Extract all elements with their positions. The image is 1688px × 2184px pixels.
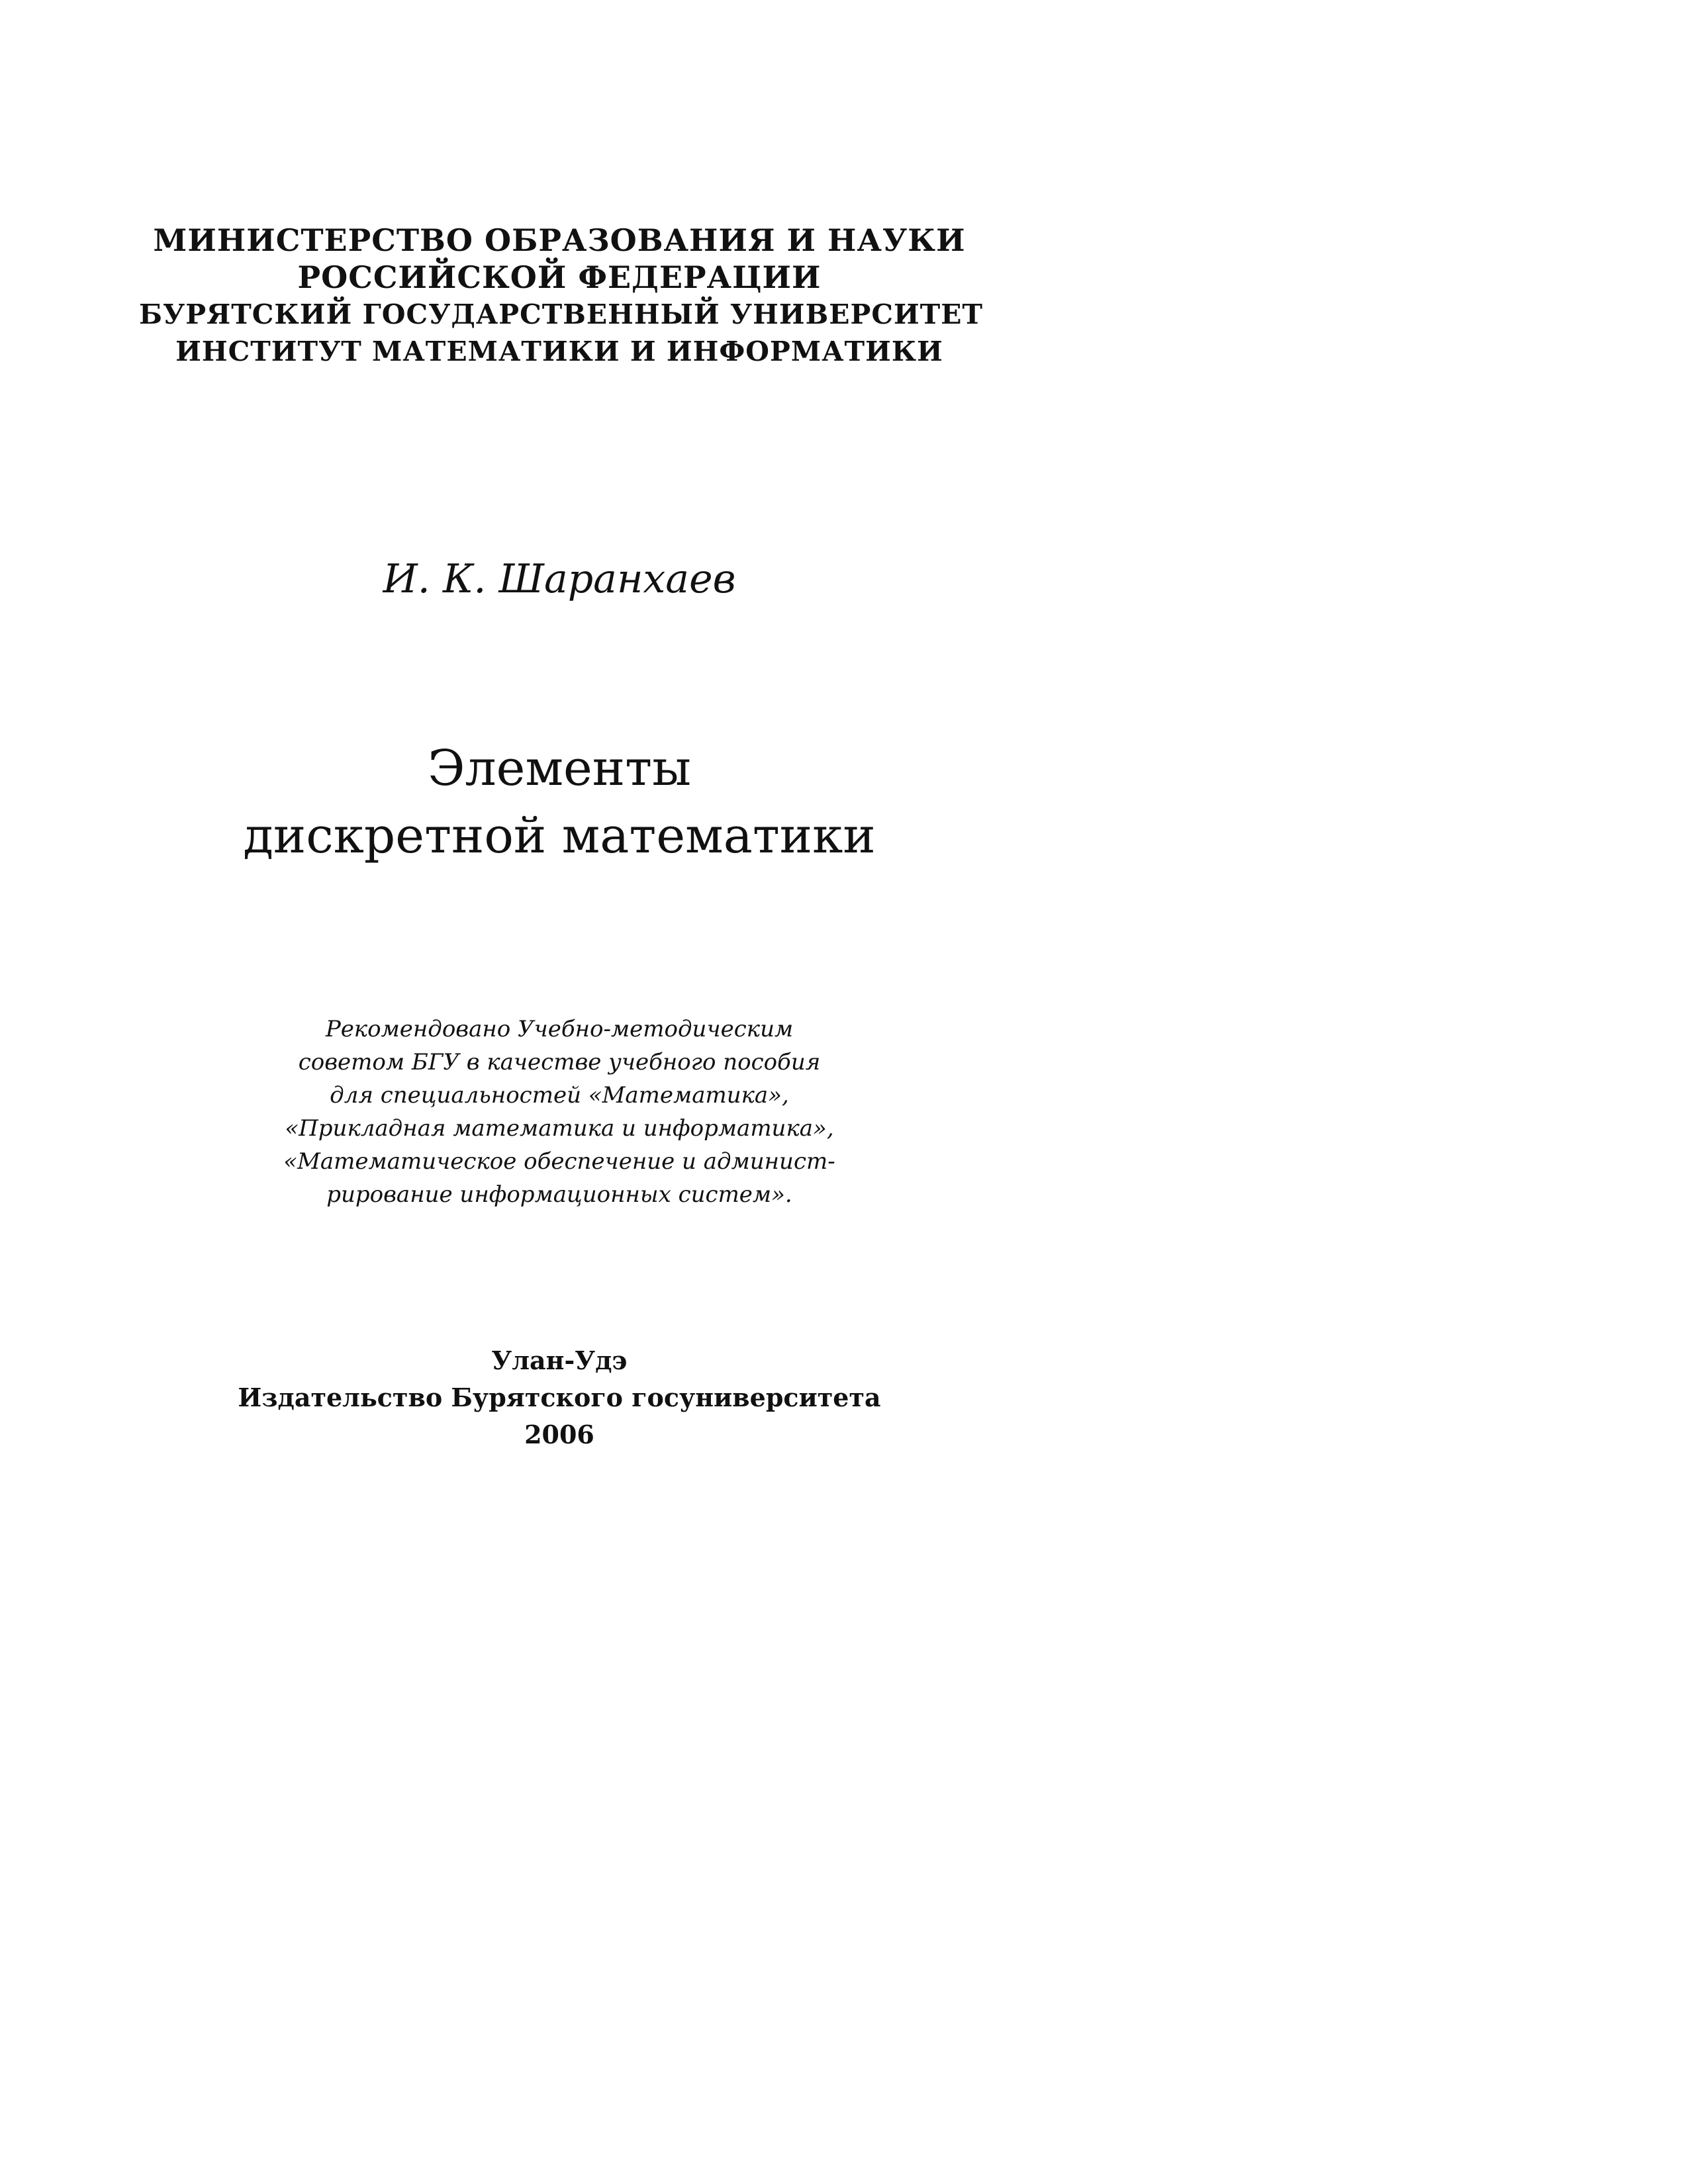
imprint-city: Улан-Удэ: [491, 1345, 628, 1375]
header-line-ministry: МИНИСТЕРСТВО ОБРАЗОВАНИЯ И НАУКИ: [153, 222, 966, 258]
title-line-2: дискретной математики: [243, 807, 876, 864]
author-name: И. К. Шаранхаев: [383, 556, 736, 602]
recommendation-line: для специальностей «Математика»,: [330, 1082, 789, 1109]
header-line-federation: РОССИЙСКОЙ ФЕДЕРАЦИИ: [297, 259, 821, 295]
imprint-year: 2006: [524, 1420, 594, 1449]
recommendation-line: советом БГУ в качестве учебного пособия: [298, 1049, 821, 1075]
institution-header: [139, 222, 984, 370]
imprint: [139, 1342, 980, 1453]
recommendation-line: «Прикладная математика и информатика»,: [285, 1115, 834, 1142]
imprint-publisher: Издательство Бурятского госуниверситета: [238, 1383, 881, 1412]
header-line-university: БУРЯТСКИЙ ГОСУДАРСТВЕННЫЙ УНИВЕРСИТЕТ: [139, 298, 984, 330]
recommendation-line: Рекомендовано Учебно-методическим: [325, 1016, 794, 1042]
book-title: [139, 735, 980, 870]
recommendation-line: рирование информационных систем».: [326, 1181, 792, 1208]
recommendation-line: «Математическое обеспечение и админист-: [283, 1148, 835, 1175]
header-line-institute: ИНСТИТУТ МАТЕМАТИКИ И ИНФОРМАТИКИ: [175, 336, 943, 367]
title-line-1: Элементы: [428, 740, 691, 797]
recommendation-note: [139, 1013, 980, 1211]
